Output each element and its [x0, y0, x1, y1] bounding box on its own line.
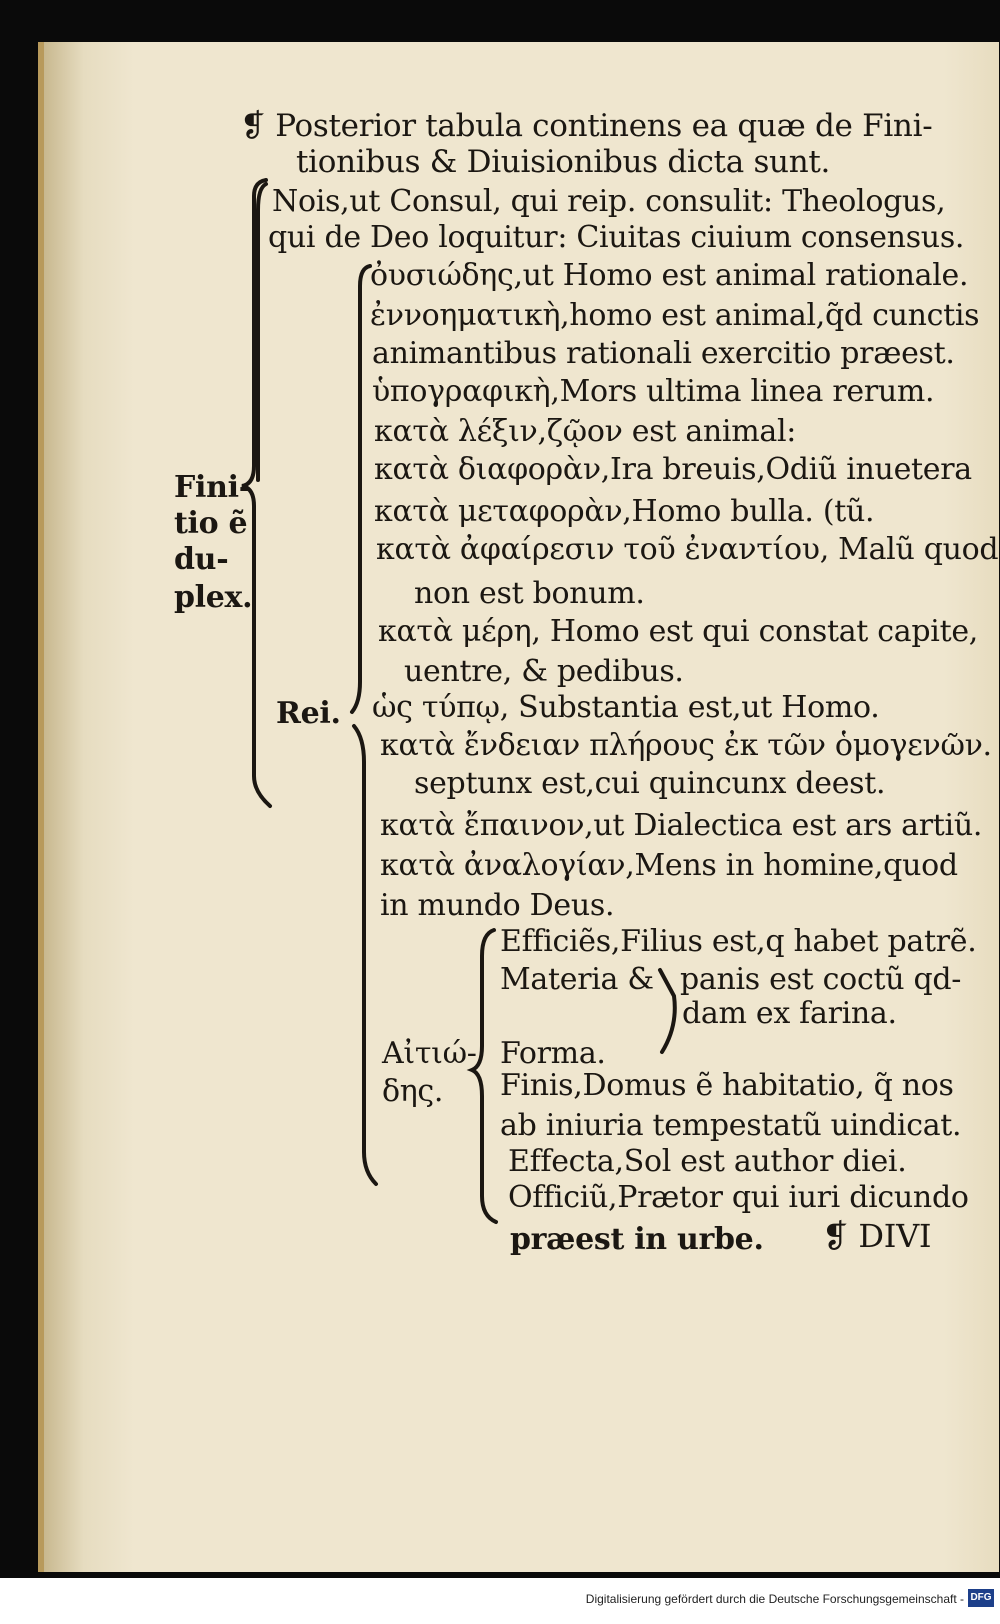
brace-materia-forma	[652, 966, 702, 1066]
footer-bar	[0, 1578, 1000, 1624]
rei-item-10: uentre, & pedibus.	[404, 654, 684, 689]
rei-item-8: non est bonum.	[414, 576, 645, 611]
causal-item-5: Finis,Domus ẽ habitatio, q̃ nos	[500, 1068, 954, 1103]
rei-item-3: ὑπογραφικὴ,Mors ultima linea rerum.	[372, 374, 935, 409]
rei-item-6: κατὰ μεταφορὰν,Homo bulla. (tũ.	[374, 494, 875, 529]
brace-rei-lower	[350, 722, 390, 1192]
causal-item-6: ab iniuria tempestatũ uindicat.	[500, 1108, 962, 1143]
rei-item-2: animantibus rationali exercitio præest.	[372, 336, 955, 371]
causal-item-2: panis est coctũ qd-	[680, 962, 962, 997]
rei-item-15: κατὰ ἀναλογίαν,Mens in homine,quod	[380, 848, 958, 883]
rei-item-9: κατὰ μέρη, Homo est qui constat capite,	[378, 614, 979, 649]
causal-item-7: Effecta,Sol est author diei.	[508, 1144, 907, 1179]
causal-item-4: Forma.	[500, 1036, 606, 1071]
rei-item-1: ἐννοηματικὴ,homo est animal,q̃d cunctis	[370, 298, 980, 333]
catchword: ❡ DIVI	[822, 1217, 932, 1255]
margin-label-finitio-1: Fini-	[174, 470, 251, 505]
margin-label-rei: Rei.	[276, 696, 341, 731]
causal-item-8: Officiũ,Prætor qui iuri dicundo	[508, 1180, 969, 1215]
dfg-logo: DFG	[968, 1589, 994, 1607]
margin-label-finitio-2: tio ẽ	[174, 506, 248, 541]
rei-item-11: ὡς τύπῳ, Substantia est,ut Homo.	[372, 690, 880, 725]
causal-item-3: dam ex farina.	[682, 996, 897, 1031]
margin-label-aitiodes-2: δης.	[382, 1074, 444, 1109]
heading-line-1: ❡ Posterior tabula continens ea quæ de Fini-	[240, 108, 933, 144]
brace-causal	[466, 926, 506, 1226]
nois-line-2: qui de Deo loquitur: Ciuitas ciuium consensus.	[268, 220, 965, 255]
footer-credit: Digitalisierung gefördert durch die Deutsche Forschungsgemeinschaft -	[585, 1592, 964, 1606]
rei-item-4: κατὰ λέξιν,ζῷον est animal:	[374, 414, 797, 449]
rei-item-5: κατὰ διαφορὰν,Ira breuis,Odiũ inuetera	[374, 452, 972, 487]
causal-item-9: præest in urbe.	[510, 1222, 764, 1257]
rei-item-16: in mundo Deus.	[380, 888, 615, 923]
margin-label-aitiodes-1: Αἰτιώ-	[382, 1036, 477, 1071]
brace-rei-upper	[348, 262, 378, 722]
causal-item-0: Efficiẽs,Filius est,q habet patrẽ.	[500, 924, 977, 959]
rei-item-0: ὀυσιώδης,ut Homo est animal rationale.	[370, 258, 969, 293]
rei-item-7: κατὰ ἀφαίρεσιν τοῦ ἐναντίου, Malũ quod	[376, 532, 999, 567]
margin-label-finitio-3: du-	[174, 542, 229, 577]
rei-item-12: κατὰ ἔνδειαν πλήρους ἐκ τῶν ὁμογενῶν.	[380, 728, 992, 763]
heading-line-2: tionibus & Diuisionibus dicta sunt.	[296, 144, 831, 180]
brace-nois	[246, 180, 286, 490]
causal-item-1: Materia &	[500, 962, 654, 997]
rei-item-14: κατὰ ἔπαινον,ut Dialectica est ars artiũ.	[380, 808, 983, 843]
margin-label-finitio-4: plex.	[174, 580, 253, 615]
rei-item-13: septunx est,cui quincunx deest.	[414, 766, 886, 801]
nois-line-1: Nois,ut Consul, qui reip. consulit: Theologus,	[272, 184, 946, 219]
